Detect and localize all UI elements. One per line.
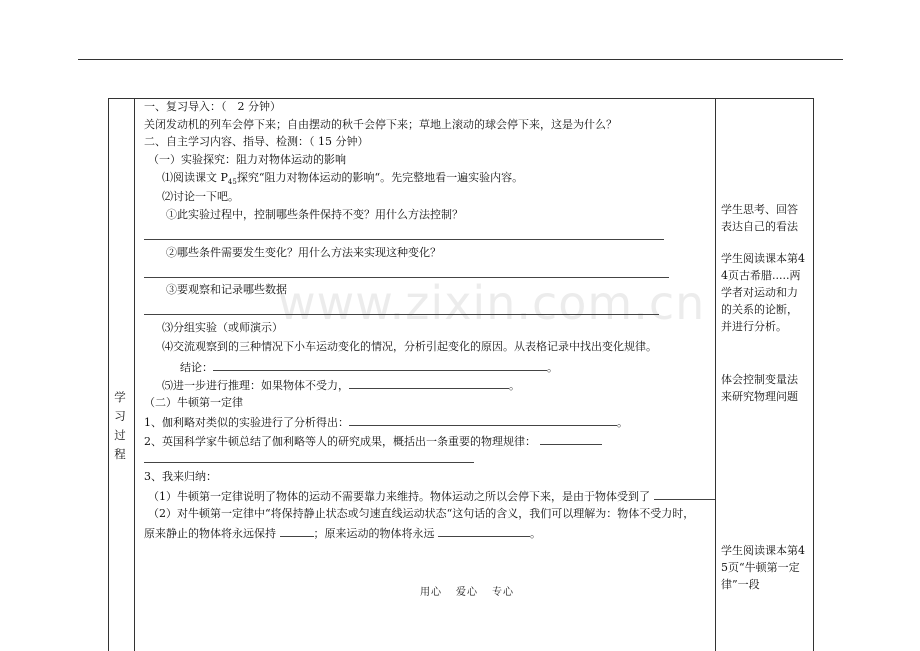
header-rule (78, 59, 843, 60)
side-label-char: 过 (114, 428, 126, 442)
question-3: ③要观察和记录哪些数据 (166, 283, 287, 296)
note-read-page-45: 学生阅读课本第45页“牛顿第一定律”一段 (721, 544, 805, 591)
newton-question-1 (144, 414, 628, 430)
side-label-char: 习 (114, 409, 126, 423)
table-border-right (813, 98, 814, 651)
question-1: ①此实验过程中，控制哪些条件保持不变？用什么方法控制？ (166, 208, 463, 221)
conclusion-blank[interactable] (213, 359, 547, 371)
question-2: ②哪些条件需要发生变化？用什么方法来实现这种变化？ (166, 246, 441, 259)
inquiry-heading: （一）实验探究：阻力对物体运动的影响 (148, 153, 346, 166)
summary-1 (148, 488, 698, 504)
step-1-text-a: ⑴阅读课文 P (162, 171, 228, 184)
side-label-char: 程 (114, 447, 126, 461)
newton-heading: （二）牛顿第一定律 (144, 396, 243, 409)
answer-line-3[interactable] (144, 314, 659, 315)
summary-1-blank-extension (671, 499, 715, 500)
step-4: ⑷交流观察到的三种情况下小车运动变化的情况，分析引起变化的原因。从表格记录中找出变化规律。 (162, 340, 657, 353)
step-2: ⑵讨论一下吧。 (162, 190, 239, 203)
note-student-thinking: 学生思考、回答表达自己的看法 (721, 203, 798, 233)
step-1-text-b: 探究“阻力对物体运动的影响“。先完整地看一遍实验内容。 (236, 171, 524, 184)
answer-line-1[interactable] (144, 239, 664, 240)
newton-question-2 (144, 433, 602, 449)
summary-2: （2）对牛顿第一定律中“将保持静止状态或匀速直线运动状态“这句话的含义，我们可以理解为：物体不受力时， (148, 507, 695, 520)
note-read-page-44: 学生阅读课本第44页古希腊.....两学者对运动和力的关系的论断，并进行分析。 (721, 252, 805, 333)
step-5 (162, 377, 520, 393)
table-border-top (108, 98, 814, 99)
summary-1-text: （1）牛顿第一定律说明了物体的运动不需要靠力来维持。物体运动之所以会停下来，是由于物体受到了 (148, 490, 650, 503)
step-3: ⑶分组实验（或师演示） (162, 321, 283, 334)
step-5-end: 。 (509, 379, 520, 392)
footer-word: 用心 (420, 587, 442, 598)
summary-heading: 3、我来归纳： (144, 470, 217, 483)
table-border-left (108, 98, 109, 651)
watermark: www.zixin.com.cn (278, 276, 706, 330)
review-heading: 一、复习导入：（ 2 分钟） (144, 100, 281, 113)
table-column-divider-2 (715, 98, 716, 651)
answer-line-2[interactable] (144, 277, 669, 278)
summary-3-blank-1[interactable] (280, 525, 314, 537)
newton-question-2-text: 2、英国科学家牛顿总结了伽利略等人的研究成果，概括出一条重要的物理规律： (144, 435, 536, 448)
newton-question-2-answer-line[interactable] (144, 462, 474, 463)
conclusion-line (180, 359, 558, 375)
newton-question-1-end: 。 (617, 416, 628, 429)
newton-question-1-blank[interactable] (349, 414, 617, 426)
conclusion-label: 结论： (180, 361, 213, 374)
step-1 (162, 171, 523, 189)
summary-3-text-b: ；原来运动的物体将永远 (313, 527, 435, 540)
footer-motto (420, 583, 528, 598)
summary-3-text-a: 原来静止的物体将永远保持 (144, 527, 276, 540)
self-study-heading: 二、自主学习内容、指导、检测：（ 15 分钟） (144, 135, 369, 148)
table-column-divider-1 (134, 98, 135, 651)
step-5-text: ⑸进一步进行推理：如果物体不受力， (162, 379, 349, 392)
footer-word: 爱心 (456, 587, 478, 598)
footer-word: 专心 (492, 587, 514, 598)
summary-3-blank-2[interactable] (438, 525, 530, 537)
summary-3 (144, 525, 541, 541)
step-5-blank[interactable] (349, 377, 509, 389)
conclusion-end: 。 (547, 361, 558, 374)
step-1-page-subscript: 45 (227, 178, 237, 187)
note-control-variables: 体会控制变量法来研究物理问题 (721, 373, 798, 403)
review-question: 关闭发动机的列车会停下来；自由摆动的秋千会停下来；草地上滚动的球会停下来，这是为什么？ (144, 118, 617, 131)
side-label-char: 学 (114, 390, 126, 404)
newton-question-1-text: 1、伽利略对类似的实验进行了分析得出： (144, 416, 349, 429)
side-label-learning-process (113, 388, 127, 464)
summary-3-end: 。 (530, 527, 541, 540)
newton-question-2-blank[interactable] (540, 433, 602, 445)
